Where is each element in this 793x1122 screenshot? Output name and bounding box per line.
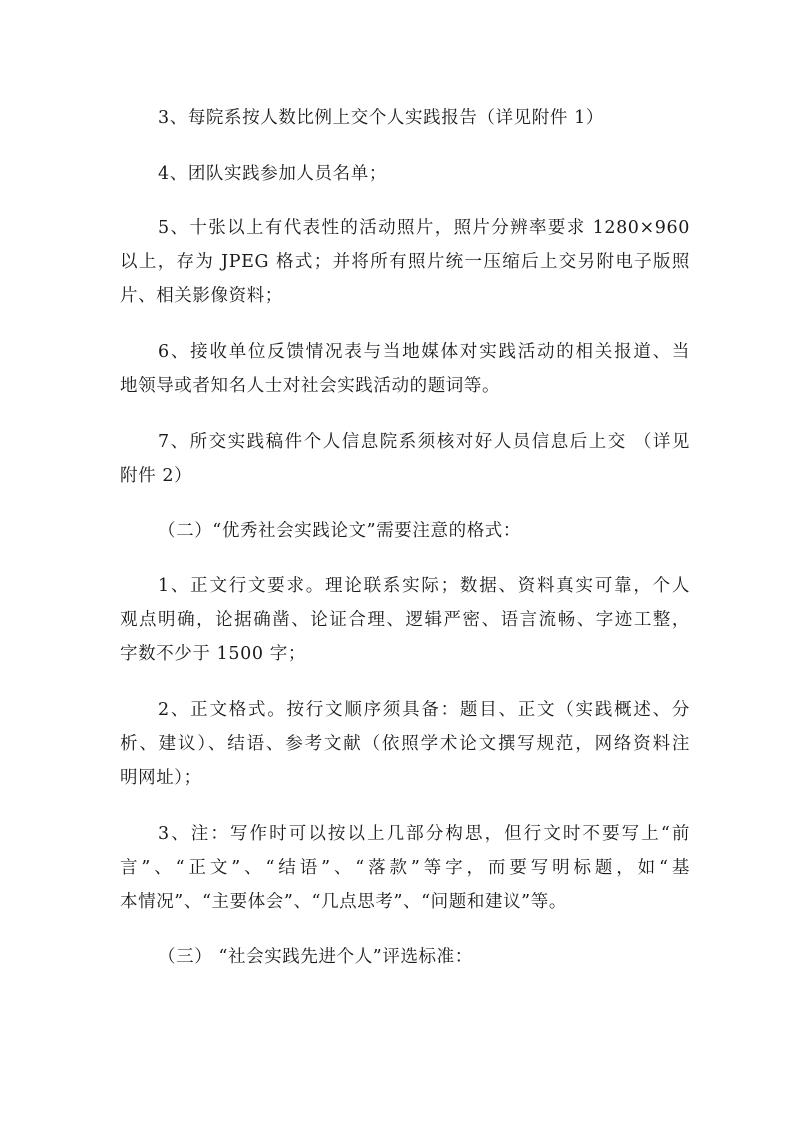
item-5-line-2: 以上，存为 JPEG 格式；并将所有照片统一压缩后上交另附电子版照 <box>120 252 690 272</box>
format-1-line-3: 字数不少于 1500 字； <box>120 644 306 664</box>
format-2-line-3: 明网址）； <box>120 768 202 788</box>
format-3-line-3: 本情况”、“主要体会”、“几点思考”、“问题和建议”等。 <box>120 892 567 912</box>
format-1-line-1: 1、正文行文要求。理论联系实际；数据、资料真实可靠，个人 <box>158 576 690 596</box>
item-3-line: 3、每院系按人数比例上交个人实践报告（详见附件 1） <box>158 108 604 128</box>
format-2-line-1: 2、正文格式。按行文顺序须具备：题目、正文（实践概述、分 <box>158 700 690 720</box>
format-1-line-2: 观点明确，论据确凿、论证合理、逻辑严密、语言流畅、字迹工整， <box>120 610 690 630</box>
section-3-heading: （三） “社会实践先进个人”评选标准： <box>158 947 473 967</box>
format-2-line-2: 析、建议）、结语、参考文献（依照学术论文撰写规范，网络资料注 <box>120 734 690 754</box>
item-4-line: 4、团队实践参加人员名单； <box>158 164 387 184</box>
item-7-line-2: 附件 2） <box>120 466 193 486</box>
item-6-line-2: 地领导或者知名人士对社会实践活动的题词等。 <box>120 376 501 396</box>
item-6-line-1: 6、接收单位反馈情况表与当地媒体对实践活动的相关报道、当 <box>158 342 690 362</box>
item-5-line-3: 片、相关影像资料； <box>120 286 283 306</box>
format-3-line-1: 3、注：写作时可以按以上几部分构思，但行文时不要写上“前 <box>158 824 690 844</box>
section-2-heading: （二）“优秀社会实践论文”需要注意的格式： <box>158 521 521 541</box>
item-5-line-1: 5、十张以上有代表性的活动照片，照片分辨率要求 1280×960 <box>158 218 690 238</box>
item-7-line-1: 7、所交实践稿件个人信息院系须核对好人员信息后上交 （详见 <box>158 432 690 452</box>
format-3-line-2: 言”、“正文”、“结语”、“落款”等字，而要写明标题，如“基 <box>120 858 690 878</box>
